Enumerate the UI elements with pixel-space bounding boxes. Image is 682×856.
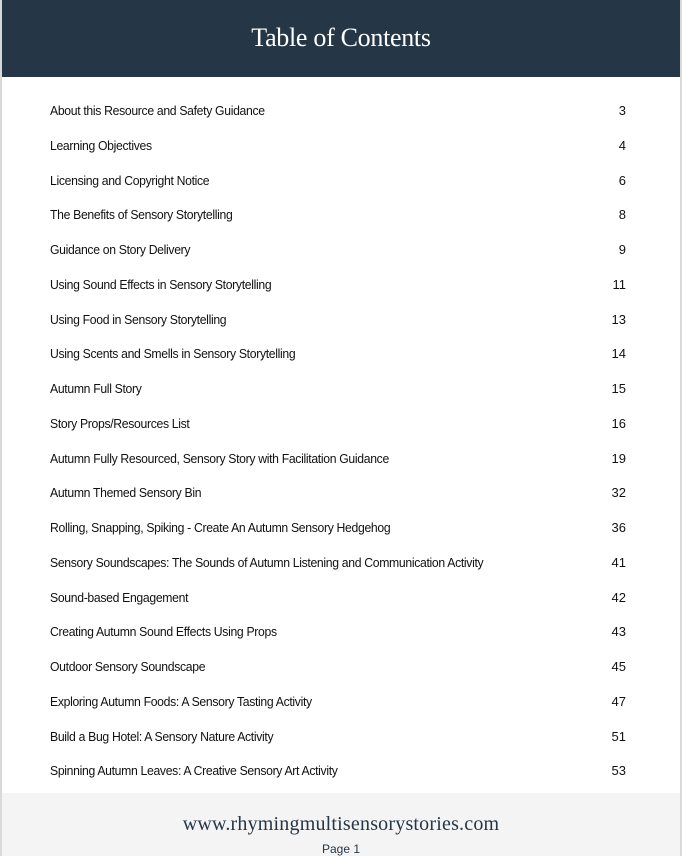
toc-entry[interactable]: [0, 304, 682, 339]
toc-entry-page[interactable]: 45: [611, 659, 626, 674]
toc-entry[interactable]: [0, 373, 682, 408]
toc-entry[interactable]: [0, 269, 682, 304]
toc-entry-title[interactable]: Spinning Autumn Leaves: A Creative Sensory Art Activity: [50, 763, 338, 779]
toc-entry-title[interactable]: Outdoor Sensory Soundscape: [50, 659, 206, 674]
toc-entry[interactable]: [0, 338, 682, 373]
toc-entry-title[interactable]: Build a Bug Hotel: A Sensory Nature Activity: [50, 728, 274, 744]
toc-entry[interactable]: [0, 582, 682, 617]
toc-entry-page[interactable]: 15: [611, 381, 626, 396]
toc-entry-page[interactable]: 32: [611, 485, 626, 501]
toc-entry-page[interactable]: 41: [611, 554, 626, 570]
toc-entry-page[interactable]: 51: [611, 728, 626, 744]
toc-entry-title[interactable]: Learning Objectives: [50, 137, 152, 153]
toc-entry-page[interactable]: 11: [612, 276, 626, 292]
website-link[interactable]: www.rhymingmultisensorystories.com: [182, 813, 500, 835]
toc-entry[interactable]: [0, 408, 682, 443]
toc-entry[interactable]: [0, 130, 682, 165]
toc-entry[interactable]: [0, 721, 682, 756]
toc-entry-title[interactable]: Using Sound Effects in Sensory Storytelling: [50, 276, 272, 292]
toc-entry-page[interactable]: 6: [618, 172, 626, 188]
toc-entry[interactable]: [0, 199, 682, 234]
toc-entry-title[interactable]: The Benefits of Sensory Storytelling: [50, 207, 233, 223]
toc-entry[interactable]: [0, 651, 682, 686]
page-number: Page 1: [321, 842, 361, 856]
toc-entry-page[interactable]: 14: [611, 346, 626, 362]
toc-entry-title[interactable]: Sound-based Engagement: [50, 589, 189, 605]
toc-entry[interactable]: [0, 686, 682, 721]
toc-entry-title[interactable]: Sensory Soundscapes: The Sounds of Autumn Listening and Communication Activity: [50, 554, 484, 570]
toc-entry-title[interactable]: Autumn Fully Resourced, Sensory Story with Facilitation Guidance: [50, 450, 389, 466]
toc-entry-page[interactable]: 4: [618, 137, 626, 153]
toc-entry-title[interactable]: Creating Autumn Sound Effects Using Props: [50, 624, 277, 640]
toc-entry-page[interactable]: 42: [611, 589, 626, 605]
toc-entry-page[interactable]: 13: [611, 311, 626, 327]
toc-entry-title[interactable]: About this Resource and Safety Guidance: [50, 103, 265, 118]
table-of-contents: [0, 95, 682, 790]
toc-entry[interactable]: [0, 512, 682, 547]
toc-entry-page[interactable]: 16: [611, 415, 626, 431]
toc-entry-page[interactable]: 43: [611, 624, 626, 640]
toc-entry-page[interactable]: 47: [611, 693, 626, 709]
toc-entry[interactable]: [0, 755, 682, 790]
toc-entry[interactable]: [0, 95, 682, 130]
toc-entry-page[interactable]: 8: [618, 207, 626, 223]
toc-entry-title[interactable]: Autumn Themed Sensory Bin: [50, 485, 202, 501]
toc-entry-page[interactable]: 3: [618, 103, 626, 118]
toc-entry-title[interactable]: Story Props/Resources List: [50, 415, 190, 431]
toc-entry[interactable]: [0, 443, 682, 478]
toc-entry-title[interactable]: Using Scents and Smells in Sensory Storytelling: [50, 346, 296, 362]
toc-entry-title[interactable]: Rolling, Snapping, Spiking - Create An Autumn Sensory Hedgehog: [50, 520, 391, 535]
toc-entry-title[interactable]: Exploring Autumn Foods: A Sensory Tasting Activity: [50, 693, 312, 709]
toc-entry-title[interactable]: Using Food in Sensory Storytelling: [50, 311, 227, 327]
toc-entry-page[interactable]: 19: [611, 450, 626, 466]
toc-entry-page[interactable]: 36: [611, 520, 626, 535]
toc-entry[interactable]: [0, 547, 682, 582]
page-title: Table of Contents: [251, 22, 431, 52]
toc-entry[interactable]: [0, 165, 682, 200]
toc-entry-page[interactable]: 9: [618, 242, 626, 257]
header-banner: [2, 0, 680, 77]
toc-entry-title[interactable]: Licensing and Copyright Notice: [50, 172, 210, 188]
toc-entry[interactable]: [0, 477, 682, 512]
toc-entry[interactable]: [0, 234, 682, 269]
toc-entry-title[interactable]: Guidance on Story Delivery: [50, 242, 191, 257]
toc-entry[interactable]: [0, 616, 682, 651]
toc-entry-title[interactable]: Autumn Full Story: [50, 381, 142, 396]
page-footer: [2, 793, 680, 856]
toc-entry-page[interactable]: 53: [611, 763, 626, 779]
